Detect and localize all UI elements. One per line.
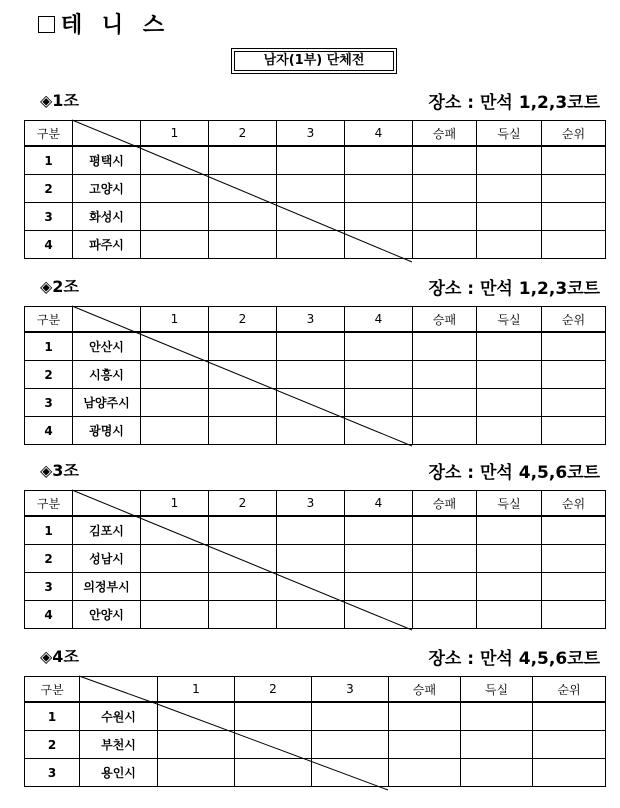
team-name: 파주시 xyxy=(73,231,141,259)
row-number: 3 xyxy=(25,759,80,787)
table-header-row xyxy=(25,121,606,147)
table-row xyxy=(25,203,606,231)
header-cell xyxy=(73,121,141,147)
team-name: 남양주시 xyxy=(73,389,141,417)
checkbox-square-icon xyxy=(38,16,55,33)
header-cell: 4 xyxy=(345,307,413,333)
header-cell: 3 xyxy=(277,491,345,517)
header-cell: 득실 xyxy=(477,307,542,333)
table-row xyxy=(25,417,606,445)
header-cell: 구분 xyxy=(25,491,73,517)
row-number: 4 xyxy=(25,417,73,445)
header-cell: 득실 xyxy=(477,491,542,517)
team-name: 평택시 xyxy=(73,146,141,175)
row-number: 4 xyxy=(25,231,73,259)
group-2-label: ◈2조 xyxy=(40,277,79,296)
team-name: 수원시 xyxy=(80,702,158,731)
team-name: 부천시 xyxy=(80,731,158,759)
table-row xyxy=(25,231,606,259)
header-cell: 구분 xyxy=(25,121,73,147)
header-cell: 순위 xyxy=(542,121,606,147)
table-header-row xyxy=(25,491,606,517)
team-name: 안산시 xyxy=(73,332,141,361)
table-row xyxy=(25,731,606,759)
header-cell: 2 xyxy=(209,307,277,333)
header-cell: 구분 xyxy=(25,307,73,333)
page-title xyxy=(38,8,170,39)
header-cell: 득실 xyxy=(461,677,533,703)
header-cell: 1 xyxy=(141,307,209,333)
row-number: 3 xyxy=(25,573,73,601)
page-title-text: 테 니 스 xyxy=(61,13,171,38)
header-cell: 승패 xyxy=(413,307,477,333)
table-row xyxy=(25,759,606,787)
table-row xyxy=(25,389,606,417)
header-cell: 3 xyxy=(277,121,345,147)
group-4-location: 장소 : 만석 4,5,6코트 xyxy=(428,649,600,669)
header-cell: 순위 xyxy=(542,491,606,517)
row-number: 1 xyxy=(25,516,73,545)
table-row xyxy=(25,545,606,573)
event-subtitle-text: 남자(1부) 단체전 xyxy=(263,53,365,68)
header-cell: 득실 xyxy=(477,121,542,147)
team-name: 의정부시 xyxy=(73,573,141,601)
table-row xyxy=(25,601,606,629)
team-name: 광명시 xyxy=(73,417,141,445)
group-4-table xyxy=(24,676,606,787)
header-cell: 2 xyxy=(235,677,312,703)
team-name: 안양시 xyxy=(73,601,141,629)
row-number: 2 xyxy=(25,175,73,203)
row-number: 1 xyxy=(25,332,73,361)
header-cell xyxy=(80,677,158,703)
header-cell: 순위 xyxy=(533,677,606,703)
table-row xyxy=(25,332,606,361)
header-cell: 2 xyxy=(209,491,277,517)
team-name: 성남시 xyxy=(73,545,141,573)
row-number: 1 xyxy=(25,146,73,175)
group-1-table xyxy=(24,120,606,259)
header-cell: 승패 xyxy=(389,677,461,703)
table-row xyxy=(25,146,606,175)
table-row xyxy=(25,175,606,203)
table-row xyxy=(25,573,606,601)
header-cell: 1 xyxy=(141,121,209,147)
table-row xyxy=(25,702,606,731)
header-cell: 4 xyxy=(345,491,413,517)
group-4-label: ◈4조 xyxy=(40,647,79,666)
table-header-row xyxy=(25,677,606,703)
header-cell: 순위 xyxy=(542,307,606,333)
row-number: 2 xyxy=(25,545,73,573)
header-cell: 4 xyxy=(345,121,413,147)
header-cell: 1 xyxy=(141,491,209,517)
group-1-label: ◈1조 xyxy=(40,91,79,110)
event-subtitle xyxy=(231,48,397,74)
row-number: 3 xyxy=(25,203,73,231)
team-name: 화성시 xyxy=(73,203,141,231)
group-3-location: 장소 : 만석 4,5,6코트 xyxy=(428,463,600,483)
row-number: 4 xyxy=(25,601,73,629)
team-name: 김포시 xyxy=(73,516,141,545)
table-row xyxy=(25,516,606,545)
table-header-row xyxy=(25,307,606,333)
header-cell: 구분 xyxy=(25,677,80,703)
header-cell: 3 xyxy=(277,307,345,333)
group-1-location: 장소 : 만석 1,2,3코트 xyxy=(428,93,600,113)
team-name: 고양시 xyxy=(73,175,141,203)
row-number: 1 xyxy=(25,702,80,731)
table-row xyxy=(25,361,606,389)
team-name: 시흥시 xyxy=(73,361,141,389)
header-cell xyxy=(73,307,141,333)
row-number: 2 xyxy=(25,361,73,389)
header-cell: 승패 xyxy=(413,121,477,147)
header-cell xyxy=(73,491,141,517)
team-name: 용인시 xyxy=(80,759,158,787)
group-2-location: 장소 : 만석 1,2,3코트 xyxy=(428,279,600,299)
header-cell: 2 xyxy=(209,121,277,147)
header-cell: 승패 xyxy=(413,491,477,517)
row-number: 3 xyxy=(25,389,73,417)
group-3-label: ◈3조 xyxy=(40,461,79,480)
group-2-table xyxy=(24,306,606,445)
row-number: 2 xyxy=(25,731,80,759)
header-cell: 3 xyxy=(312,677,389,703)
header-cell: 1 xyxy=(158,677,235,703)
group-3-table xyxy=(24,490,606,629)
